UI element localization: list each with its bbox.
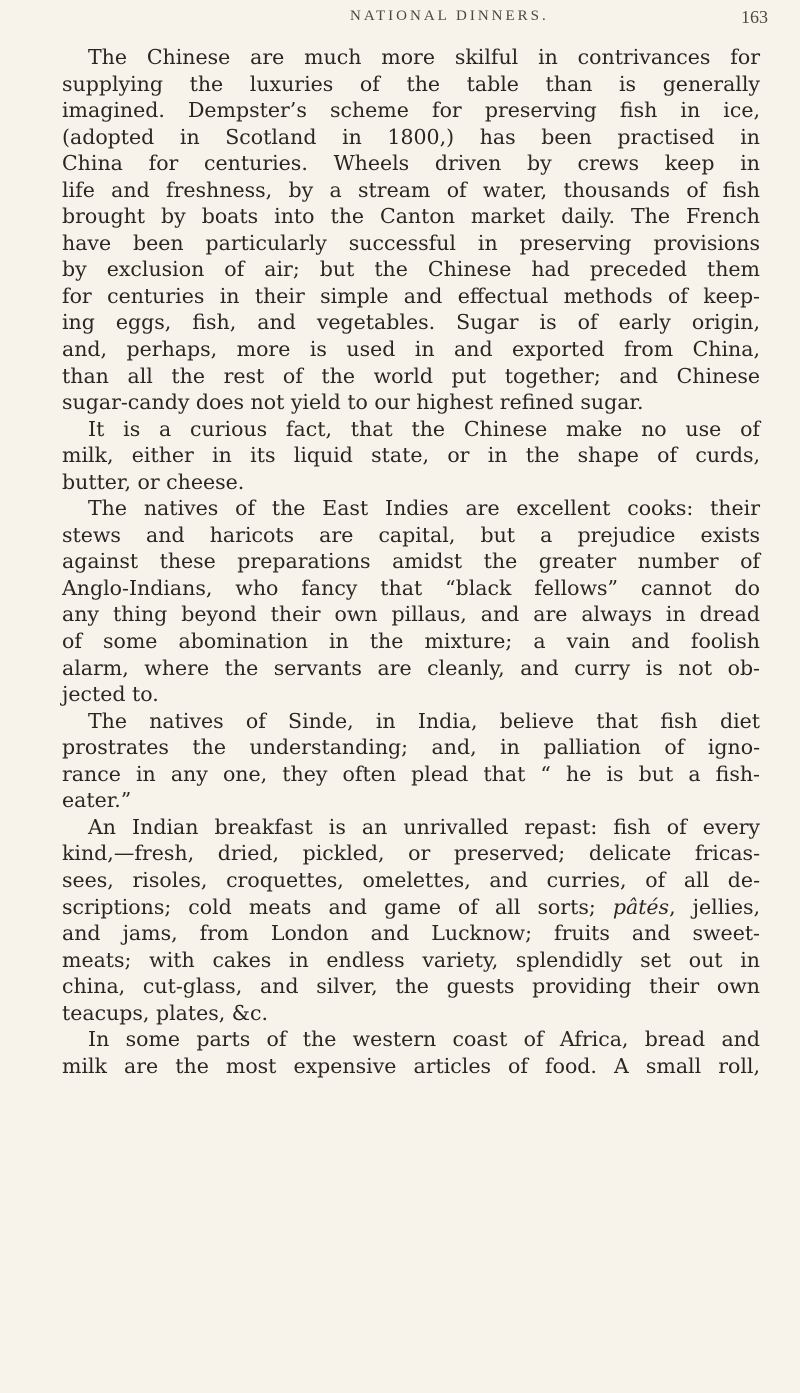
text-line: jected to.	[62, 682, 159, 707]
text-line: eater.”	[62, 788, 132, 813]
text-line: have been particularly successful in preserving provisions	[62, 230, 760, 255]
text-line: and jams, from London and Lucknow; fruits and sweet-	[62, 921, 760, 946]
text-line: life and freshness, by a stream of water, thousands of fish	[62, 177, 760, 202]
text-line: butter, or cheese.	[62, 469, 245, 494]
text-line: The natives of Sinde, in India, believe that fish diet	[88, 708, 760, 733]
text-line: meats; with cakes in endless variety, splendidly set out in	[62, 947, 760, 972]
running-head-title: NATIONAL DINNERS.	[350, 8, 549, 24]
running-head	[0, 6, 800, 30]
text-line: for centuries in their simple and effectual methods of keep-	[62, 283, 760, 308]
text-line-with-italic	[62, 894, 760, 921]
paragraph-east-indies-cooks	[62, 495, 760, 707]
text-line: prostrates the understanding; and, in palliation of igno-	[62, 735, 760, 760]
text-line: against these preparations amidst the greater number of	[62, 549, 760, 574]
text-line: alarm, where the servants are cleanly, and curry is not ob-	[62, 655, 760, 680]
paragraph-africa-bread	[62, 1026, 760, 1079]
text-segment: scriptions; cold meats and game of all sorts;	[62, 894, 596, 919]
body-text	[62, 44, 760, 1079]
text-line: An Indian breakfast is an unrivalled repast: fish of every	[88, 814, 760, 839]
text-line: by exclusion of air; but the Chinese had preceded them	[62, 257, 760, 282]
text-line: In some parts of the western coast of Africa, bread and	[88, 1027, 760, 1052]
text-line: The Chinese are much more skilful in contrivances for	[88, 45, 760, 69]
text-line: stews and haricots are capital, but a prejudice exists	[62, 522, 760, 547]
text-line: supplying the luxuries of the table than is generally	[62, 71, 760, 96]
text-line: China for centuries. Wheels driven by crews keep in	[62, 151, 760, 176]
text-line: milk are the most expensive articles of food. A small roll,	[62, 1053, 760, 1078]
text-line: ing eggs, fish, and vegetables. Sugar is of early origin,	[62, 310, 760, 335]
text-line: rance in any one, they often plead that “ he is but a fish-	[62, 761, 760, 786]
text-line: any thing beyond their own pillaus, and are always in dread	[62, 602, 760, 627]
text-line: It is a curious fact, that the Chinese make no use of	[88, 416, 760, 441]
text-line: imagined. Dempster’s scheme for preserving fish in ice,	[62, 98, 760, 123]
italic-word: pâtés	[612, 894, 670, 919]
text-segment: , jellies,	[669, 894, 760, 919]
text-line: milk, either in its liquid state, or in the shape of curds,	[62, 443, 760, 468]
text-line: kind,—fresh, dried, pickled, or preserved; delicate fricas-	[62, 841, 760, 866]
text-line: than all the rest of the world put together; and Chinese	[62, 363, 760, 388]
text-line: and, perhaps, more is used in and exported from China,	[62, 337, 760, 362]
paragraph-indian-breakfast	[62, 814, 760, 1026]
text-line: Anglo-Indians, who fancy that “black fellows” cannot do	[62, 575, 760, 600]
text-line: brought by boats into the Canton market daily. The French	[62, 204, 760, 229]
text-line: of some abomination in the mixture; a vain and foolish	[62, 629, 760, 654]
page-number: 163	[741, 7, 768, 27]
text-line: The natives of the East Indies are excellent cooks: their	[88, 496, 760, 521]
text-line: (adopted in Scotland in 1800,) has been practised in	[62, 124, 760, 149]
text-line: china, cut-glass, and silver, the guests providing their own	[62, 974, 760, 999]
text-line: sees, risoles, croquettes, omelettes, and curries, of all de-	[62, 867, 760, 892]
paragraph-chinese-milk	[62, 416, 760, 496]
text-line: sugar-candy does not yield to our highest refined sugar.	[62, 390, 644, 415]
paragraph-sinde-fish-diet	[62, 708, 760, 814]
text-line: teacups, plates, &c.	[62, 1000, 269, 1025]
paragraph-chinese-contrivances	[62, 44, 760, 416]
